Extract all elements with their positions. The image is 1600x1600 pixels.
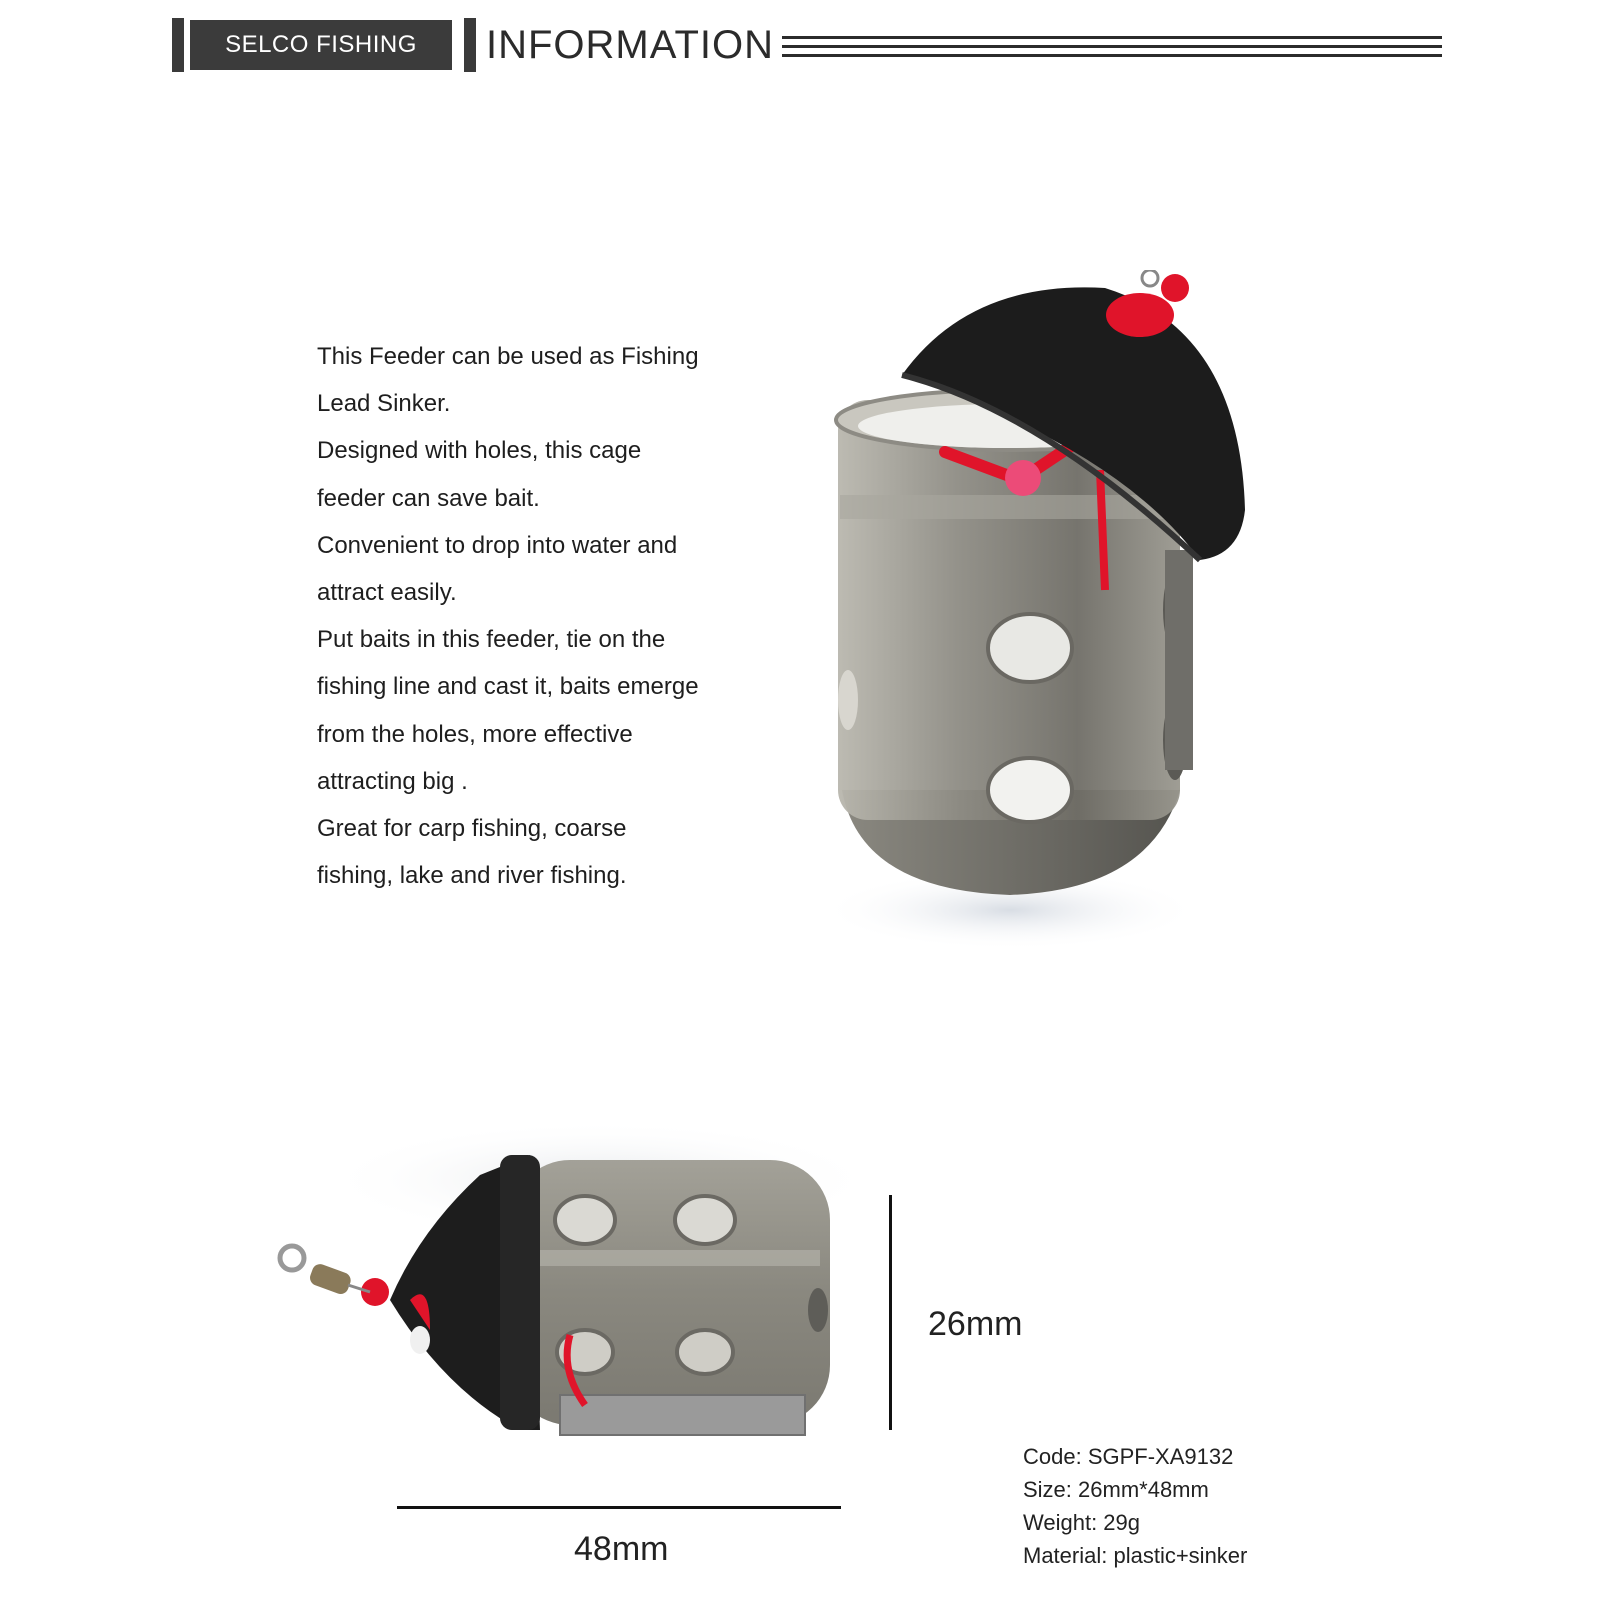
height-dimension-label: 26mm: [928, 1305, 1023, 1343]
width-dimension-line: [397, 1506, 841, 1509]
feeder-upright-image: [820, 270, 1310, 970]
description-line: from the holes, more effective: [317, 720, 633, 748]
description-line: attracting big .: [317, 767, 468, 795]
product-description: [317, 333, 757, 899]
description-line: This Feeder can be used as Fishing: [317, 343, 699, 370]
header-rule-2: [782, 45, 1442, 48]
description-line: Put baits in this feeder, tie on the: [317, 626, 666, 654]
header-bar-divider: [464, 18, 476, 72]
description-line: Convenient to drop into water and: [317, 531, 678, 559]
spec-code: Code: SGPF-XA9132: [1023, 1444, 1234, 1469]
description-line: attract easily.: [317, 579, 457, 607]
description-line: fishing, lake and river fishing.: [317, 862, 627, 890]
height-dimension-line: [889, 1195, 892, 1430]
description-line: feeder can save bait.: [317, 484, 540, 512]
page-title: INFORMATION: [486, 22, 775, 67]
spec-material: Material: plastic+sinker: [1023, 1543, 1248, 1568]
header-rule-1: [782, 36, 1442, 39]
description-line: Lead Sinker.: [317, 390, 451, 418]
product-specs: [1023, 1440, 1247, 1572]
header-bar-left: [172, 18, 184, 72]
description-line: Great for carp fishing, coarse: [317, 815, 627, 843]
header-rule-3: [782, 54, 1442, 57]
width-dimension-label: 48mm: [574, 1530, 669, 1568]
description-line: fishing line and cast it, baits emerge: [317, 673, 699, 701]
description-line: Designed with holes, this cage: [317, 437, 642, 465]
brand-label: SELCO FISHING: [190, 20, 452, 70]
spec-size: Size: 26mm*48mm: [1023, 1477, 1209, 1502]
feeder-side-image: [270, 1120, 870, 1460]
spec-weight: Weight: 29g: [1023, 1510, 1141, 1535]
